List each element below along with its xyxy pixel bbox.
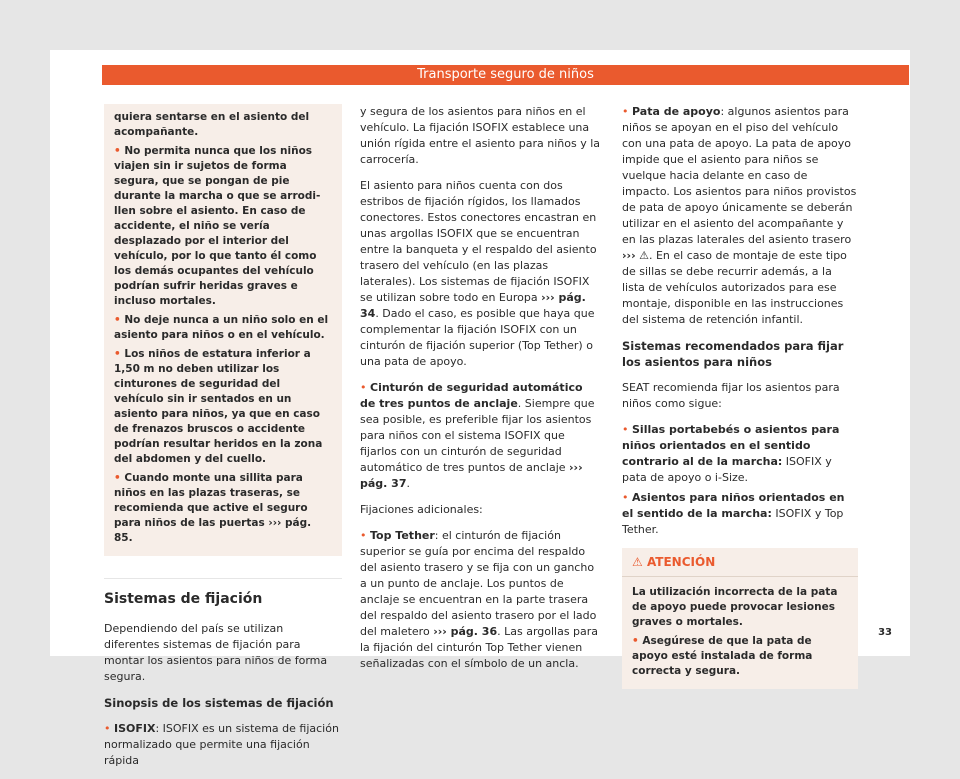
page-header: Transporte seguro de niños: [102, 65, 909, 85]
column-3: [622, 104, 858, 689]
warning-triangle-icon: ⚠: [639, 249, 649, 262]
attention-body: [622, 577, 858, 689]
warning-bullet: • No deje nunca a un niño solo en el asiento para niños o en el vehículo.: [114, 314, 329, 341]
paragraph: y segura de los asientos para niños en el vehículo. La fijación ISOFIX establece una unión rígida entre el asiento para niños y la carrocería.: [360, 105, 601, 166]
section-title: Sistemas de fijación: [104, 578, 342, 607]
attention-box: [622, 548, 858, 689]
intro-paragraph: Dependiendo del país se utilizan diferentes sistemas de fijación para montar los asientos para niños de forma segura.: [104, 622, 328, 683]
bullet-icon: •: [622, 105, 632, 118]
warning-bullet: • Los niños de estatura inferior a 1,50 m no deben utilizar los cinturones de seguridad del vehículo sin ir sentados en un asiento para niños, ya que en caso de frenazos bruscos o accidente podrían resultar heridos en la zona del abdomen y del cuello.: [114, 348, 323, 465]
page-reference[interactable]: ››› pág. 37: [360, 461, 583, 490]
page-reference[interactable]: ›››: [622, 249, 636, 262]
support-leg-bullet: • Pata de apoyo: algunos asientos para niños se apoyan en el piso del vehículo con una pata de apoyo. La pata de apoyo impide que el asiento para niños se vuelque hacia delante en caso de impacto. Los asientos para niños provistos de pata de apoyo únicamente se deberán utilizar en el asiento del acompañante y en las plazas laterales del asiento trasero ››› ⚠. En el caso de montaje de este tipo de sillas se debe recurrir además, a la lista de vehículos autorizados para ese montaje, disponible en las instrucciones del sistema de retención infantil.: [622, 105, 857, 326]
page-reference[interactable]: ››› pág. 36: [433, 625, 498, 638]
warning-bullet: • No permita nunca que los niños viajen sin ir sujetos de forma segura, que se pongan de pie durante la marcha o que se arrodillen sobre el asiento. En caso de accidente, el niño se vería desplazado por el interior del vehículo, por lo que tanto él como los demás ocupantes del vehículo podrían sufrir heridas graves e incluso mortales.: [114, 145, 321, 307]
paragraph: Fijaciones adicionales:: [360, 503, 483, 516]
recommendation-bullet: • Asientos para niños orientados en el sentido de la marcha: ISOFIX y Top Tether.: [622, 491, 845, 536]
bullet-icon: •: [632, 635, 643, 647]
page-number: 33: [878, 627, 892, 638]
attention-header: ⚠ ATENCIÓN: [622, 548, 858, 577]
warning-bullet: • Cuando monte una sillita para niños en las plazas traseras, se recomienda que active el seguro para niños de las puertas ››› pág. 85.: [114, 472, 312, 544]
bullet-icon: •: [114, 145, 125, 157]
warning-continuation-box: [104, 104, 342, 556]
warning-text: quiera sentarse en el asiento del acompañante.: [114, 111, 310, 138]
subheading: Sinopsis de los sistemas de fijación: [104, 696, 334, 710]
belt-bullet: • Cinturón de seguridad automático de tres puntos de anclaje. Siempre que sea posible, es preferible fijar los asientos para niños con el sistema ISOFIX que fijarlos con un cinturón de seguridad automático de tres puntos de anclaje ››› pág. 37.: [360, 381, 595, 490]
paragraph: SEAT recomienda fijar los asientos para niños como sigue:: [622, 381, 840, 410]
top-tether-bullet: • Top Tether: el cinturón de fijación superior se guía por encima del respaldo del asiento trasero y se fija con un gancho a un punto de anclaje. Los puntos de anclaje se encuentran en la parte trasera del respaldo del asiento trasero por el lado del maletero ››› pág. 36. Las argollas para la fijación del cinturón Top Tether vienen señalizadas con el símbolo de un ancla.: [360, 529, 599, 670]
paragraph: El asiento para niños cuenta con dos estribos de fijación rígidos, los llamados conectores. Estos conectores encastran en unas argollas ISOFIX que se encuentran entre la banqueta y el respaldo del asiento trasero del vehículo (en las plazas laterales). Los sistemas de fijación ISOFIX se utilizan sobre todo en Europa ››› pág. 34. Dado el caso, es posible que haya que complementar la fijación ISOFIX con un cinturón de fijación superior (Top Tether) o una pata de apoyo.: [360, 179, 597, 368]
isofix-bullet: • ISOFIX: ISOFIX es un sistema de fijación normalizado que permite una fijación rápida: [104, 722, 339, 767]
bullet-icon: •: [622, 491, 632, 504]
bullet-icon: •: [114, 348, 125, 360]
attention-text: La utilización incorrecta de la pata de apoyo puede provocar lesiones graves o mortales.: [632, 586, 838, 628]
page-reference[interactable]: ››› pág. 34: [360, 291, 586, 320]
attention-bullet: • Asegúrese de que la pata de apoyo esté instalada de forma correcta y segura.: [632, 635, 813, 677]
manual-page: [50, 50, 910, 767]
bullet-icon: •: [114, 314, 125, 326]
column-1: [104, 104, 342, 779]
bullet-icon: •: [104, 722, 114, 735]
bullet-icon: •: [622, 423, 632, 436]
page-reference[interactable]: ››› pág. 85.: [114, 517, 312, 544]
column-2: [360, 104, 600, 682]
subheading: Sistemas recomendados para fijar los asientos para niños: [622, 339, 844, 369]
bullet-icon: •: [114, 472, 125, 484]
recommendation-bullet: • Sillas portabebés o asientos para niños orientados en el sentido contrario al de la marcha: ISOFIX y pata de apoyo o i-Size.: [622, 423, 840, 484]
bullet-icon: •: [360, 529, 370, 542]
warning-triangle-icon: ⚠: [632, 555, 647, 569]
bullet-icon: •: [360, 381, 370, 394]
